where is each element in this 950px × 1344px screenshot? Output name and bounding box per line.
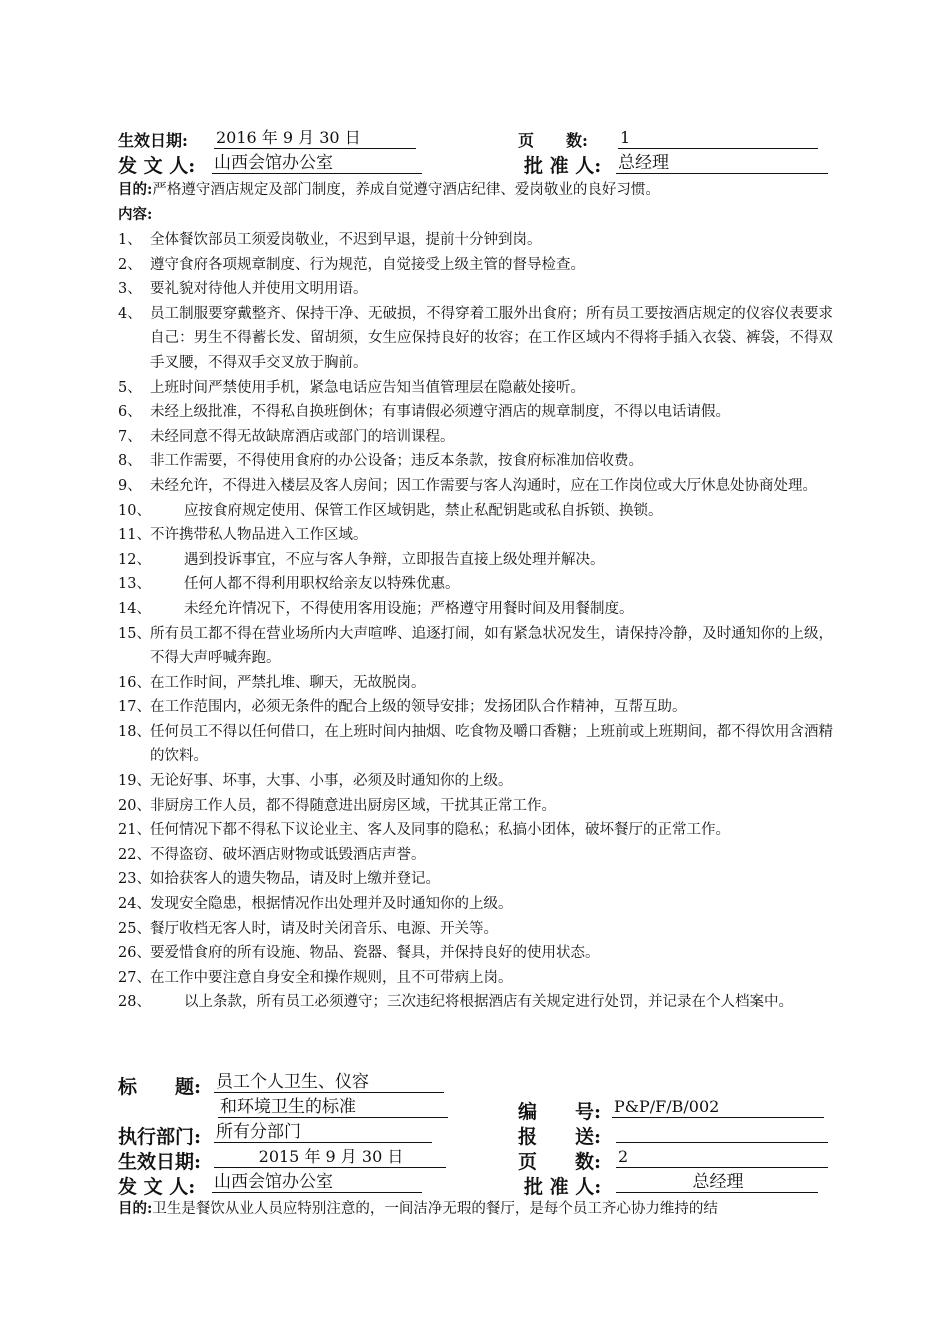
title-line2: 和环境卫生的标准 bbox=[218, 1097, 448, 1118]
pages-2-label: 页 数: bbox=[518, 1151, 602, 1173]
rule-number: 22、 bbox=[118, 846, 151, 863]
rule-text: 无论好事、坏事，大事、小事，必须及时通知你的上级。 bbox=[150, 773, 513, 790]
rule-item bbox=[118, 818, 833, 843]
rule-item bbox=[118, 867, 833, 892]
rule-number: 18、 bbox=[118, 723, 151, 740]
content-heading bbox=[118, 203, 833, 227]
approver-2-label: 批 准 人: bbox=[524, 1176, 602, 1198]
header1-effective-row bbox=[118, 128, 838, 154]
rule-item bbox=[118, 597, 833, 622]
rule-number: 3、 bbox=[118, 281, 142, 298]
rule-text: 未经允许情况下，不得使用客用设施；严格遵守用餐时间及用餐制度。 bbox=[184, 600, 634, 617]
header2-dept-row bbox=[118, 1122, 838, 1148]
rule-number: 26、 bbox=[118, 945, 151, 962]
rule-item bbox=[118, 843, 833, 868]
rule-text: 要礼貌对待他人并使用文明用语。 bbox=[150, 281, 368, 298]
rule-text: 餐厅收档无客人时，请及时关闭音乐、电源、开关等。 bbox=[150, 920, 498, 937]
content-label: 内容: bbox=[118, 206, 153, 223]
dept-label: 执行部门: bbox=[118, 1126, 202, 1148]
rule-number: 7、 bbox=[118, 428, 142, 445]
rule-item bbox=[118, 548, 833, 573]
rule-number: 20、 bbox=[118, 797, 151, 814]
title-label: 标 题: bbox=[118, 1076, 202, 1098]
rule-text: 非工作需要，不得使用食府的办公设备；违反本条款，按食府标准加倍收费。 bbox=[150, 453, 643, 470]
effective-date-label: 生效日期: bbox=[118, 131, 188, 150]
rule-item bbox=[118, 302, 833, 376]
purpose-2 bbox=[118, 1197, 833, 1221]
rule-text: 以上条款，所有员工必须遵守；三次违纪将根据酒店有关规定进行处罚，并记录在个人档案中。 bbox=[184, 994, 793, 1011]
rule-item bbox=[118, 622, 833, 671]
rule-text: 未经允许，不得进入楼层及客人房间；因工作需要与客人沟通时，应在工作岗位或大厅休息处协商处理。 bbox=[150, 477, 817, 494]
rule-number: 10、 bbox=[118, 502, 151, 519]
rule-item bbox=[118, 474, 833, 499]
rule-number: 14、 bbox=[118, 600, 151, 617]
approver-label: 批 准 人: bbox=[524, 155, 602, 177]
rule-text: 任何员工不得以任何借口，在上班时间内抽烟、吃食物及嚼口香糖；上班前或上班期间，都不得饮用含酒精的饮料。 bbox=[150, 723, 833, 765]
rule-item bbox=[118, 253, 833, 278]
issuer-2-label: 发 文 人: bbox=[118, 1176, 196, 1198]
pages-2-value: 2 bbox=[616, 1147, 828, 1168]
header2-code-row bbox=[118, 1097, 838, 1123]
rule-text: 任何人都不得利用职权给亲友以特殊优惠。 bbox=[184, 576, 460, 593]
header1-issuer-row bbox=[118, 153, 838, 179]
rule-item bbox=[118, 277, 833, 302]
rule-item bbox=[118, 966, 833, 991]
rule-item bbox=[118, 499, 833, 524]
rule-number: 9、 bbox=[118, 477, 142, 494]
rule-number: 5、 bbox=[118, 379, 142, 396]
code-label: 编 号: bbox=[518, 1101, 602, 1123]
rule-text: 不得盗窃、破坏酒店财物或诋毁酒店声誉。 bbox=[150, 846, 426, 863]
rule-number: 4、 bbox=[118, 305, 142, 322]
rule-number: 1、 bbox=[118, 232, 142, 248]
purpose-1-label: 目的: bbox=[118, 181, 153, 198]
rule-number: 16、 bbox=[118, 674, 151, 691]
header2-effective-row bbox=[118, 1147, 838, 1173]
approver-value: 总经理 bbox=[616, 153, 828, 174]
issuer-value: 山西会馆办公室 bbox=[212, 153, 422, 174]
rule-number: 15、 bbox=[118, 625, 151, 642]
purpose-2-text: 卫生是餐饮从业人员应特别注意的，一间洁净无瑕的餐厅，是每个员工齐心协力维持的结 bbox=[152, 1201, 718, 1217]
rule-item bbox=[118, 794, 833, 819]
purpose-2-label: 目的: bbox=[118, 1200, 153, 1217]
rule-number: 11、 bbox=[118, 527, 151, 544]
rule-number: 13、 bbox=[118, 576, 151, 593]
rule-text: 未经上级批准，不得私自换班倒休；有事请假必须遵守酒店的规章制度，不得以电话请假。 bbox=[150, 404, 730, 421]
rule-item bbox=[118, 449, 833, 474]
effective-date-2-value: 2015 年 9 月 30 日 bbox=[214, 1147, 446, 1168]
report-label: 报 送: bbox=[518, 1126, 602, 1148]
header2-title-row bbox=[118, 1072, 838, 1098]
rule-item bbox=[118, 941, 833, 966]
rule-item bbox=[118, 695, 833, 720]
approver-2-value: 总经理 bbox=[616, 1172, 818, 1193]
report-value bbox=[616, 1122, 828, 1143]
rule-number: 21、 bbox=[118, 822, 151, 839]
rules-list bbox=[118, 228, 833, 1015]
rule-item bbox=[118, 228, 833, 253]
rule-item bbox=[118, 769, 833, 794]
rule-item bbox=[118, 990, 833, 1015]
rule-text: 非厨房工作人员，都不得随意进出厨房区域，干扰其正常工作。 bbox=[150, 797, 556, 814]
rule-number: 2、 bbox=[118, 256, 142, 273]
rule-item bbox=[118, 892, 833, 917]
issuer-2-value: 山西会馆办公室 bbox=[212, 1172, 422, 1193]
rule-text: 如拾获客人的遗失物品，请及时上缴并登记。 bbox=[150, 871, 440, 888]
rule-number: 24、 bbox=[118, 896, 151, 913]
rule-number: 12、 bbox=[118, 551, 151, 568]
rule-text: 未经同意不得无故缺席酒店或部门的培训课程。 bbox=[150, 428, 455, 445]
rule-item bbox=[118, 400, 833, 425]
purpose-1 bbox=[118, 178, 833, 202]
effective-date-2-label: 生效日期: bbox=[118, 1151, 202, 1173]
rule-number: 25、 bbox=[118, 920, 151, 937]
rule-item bbox=[118, 523, 833, 548]
rule-item bbox=[118, 425, 833, 450]
rule-text: 不许携带私人物品进入工作区域。 bbox=[150, 527, 368, 544]
rule-text: 上班时间严禁使用手机，紧急电话应告知当值管理层在隐蔽处接听。 bbox=[150, 379, 585, 396]
rule-text: 在工作中要注意自身安全和操作规则，且不可带病上岗。 bbox=[150, 969, 513, 986]
rule-text: 员工制服要穿戴整齐、保持干净、无破损，不得穿着工服外出食府；所有员工要按酒店规定的仪容仪表要求自己：男生不得蓄长发、留胡须，女生应保持良好的妆容；在工作区域内不得将手插入衣袋、裤袋，不得双手叉腰，不得双手交叉放于胸前。 bbox=[150, 305, 833, 371]
rule-item bbox=[118, 720, 833, 769]
rule-number: 23、 bbox=[118, 871, 151, 888]
rule-number: 17、 bbox=[118, 699, 151, 716]
pages-value: 1 bbox=[618, 128, 818, 149]
rule-number: 19、 bbox=[118, 773, 151, 790]
title-line1: 员工个人卫生、仪容 bbox=[214, 1072, 444, 1093]
rule-text: 应按食府规定使用、保管工作区域钥匙，禁止私配钥匙或私自拆锁、换锁。 bbox=[184, 502, 663, 519]
pages-label: 页 数: bbox=[518, 131, 588, 150]
issuer-label: 发 文 人: bbox=[118, 155, 196, 177]
rule-text: 任何情况下都不得私下议论业主、客人及同事的隐私；私搞小团体，破坏餐厅的正常工作。 bbox=[150, 822, 730, 839]
rule-number: 28、 bbox=[118, 994, 151, 1011]
rule-text: 全体餐饮部员工须爱岗敬业，不迟到早退，提前十分钟到岗。 bbox=[150, 232, 542, 248]
dept-value: 所有分部门 bbox=[214, 1122, 432, 1143]
rule-text: 发现安全隐患，根据情况作出处理并及时通知你的上级。 bbox=[150, 896, 513, 913]
rule-text: 所有员工都不得在营业场所内大声喧哗、追逐打闹，如有紧急状况发生，请保持冷静，及时通知你的上级，不得大声呼喊奔跑。 bbox=[150, 625, 833, 667]
purpose-1-text: 严格遵守酒店规定及部门制度，养成自觉遵守酒店纪律、爱岗敬业的良好习惯。 bbox=[152, 182, 660, 198]
rule-number: 6、 bbox=[118, 404, 142, 421]
rule-number: 27、 bbox=[118, 969, 151, 986]
code-value: P&P/F/B/002 bbox=[612, 1097, 824, 1118]
rule-text: 遵守食府各项规章制度、行为规范，自觉接受上级主管的督导检查。 bbox=[150, 256, 585, 273]
effective-date-value: 2016 年 9 月 30 日 bbox=[214, 128, 416, 149]
rule-number: 8、 bbox=[118, 453, 142, 470]
rule-item bbox=[118, 572, 833, 597]
rule-item bbox=[118, 376, 833, 401]
header2-issuer-row bbox=[118, 1172, 838, 1198]
rule-text: 在工作范围内，必须无条件的配合上级的领导安排；发扬团队合作精神，互帮互助。 bbox=[150, 699, 687, 716]
rule-text: 在工作时间，严禁扎堆、聊天，无故脱岗。 bbox=[150, 674, 426, 691]
rule-item bbox=[118, 671, 833, 696]
rule-text: 遇到投诉事宜，不应与客人争辩，立即报告直接上级处理并解决。 bbox=[184, 551, 605, 568]
rule-item bbox=[118, 917, 833, 942]
rule-text: 要爱惜食府的所有设施、物品、瓷器、餐具，并保持良好的使用状态。 bbox=[150, 945, 600, 962]
